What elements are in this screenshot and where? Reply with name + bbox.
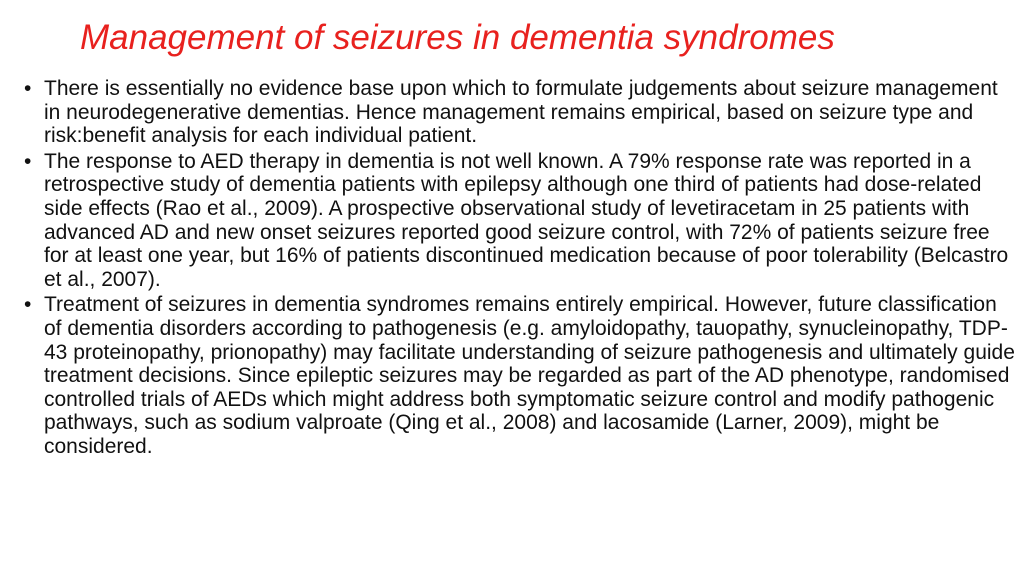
bullet-text: There is essentially no evidence base upon which to formulate judgements about seizure management in neurodegenerative dementias. Hence management remains empirical, based on seizure type and risk:benefit analysis for each individual patient. <box>44 77 998 148</box>
bullet-item-evidence-base <box>22 77 1016 148</box>
bullet-list <box>22 77 1016 461</box>
bullet-dot-icon: • <box>24 293 32 317</box>
bullet-dot-icon: • <box>24 77 32 100</box>
slide-title: Management of seizures in dementia syndromes <box>80 18 835 57</box>
bullet-item-treatment <box>22 293 1016 458</box>
bullet-text: The response to AED therapy in dementia is not well known. A 79% response rate was reported in a retrospective study of dementia patients with epilepsy although one third of patients had dose-related side effects (Rao et al., 2009). A prospective observational study of levetiracetam in 25 patients with advanced AD and new onset seizures reported good seizure control, with 72% of patients seizure free for at least one year, but 16% of patients discontinued medication because of poor tolerability (Belcastro et al., 2007). <box>44 149 1009 291</box>
bullet-dot-icon: • <box>24 149 32 173</box>
bullet-item-aed-response <box>22 150 1016 292</box>
bullet-text: Treatment of seizures in dementia syndromes remains entirely empirical. However, future classification of dementia disorders according to pathogenesis (e.g. amyloidopathy, tauopathy, synucleinopathy, TDP-43 proteinopathy, prionopathy) may facilitate understanding of seizure pathogenesis and ultimately guide treatment decisions. Since epileptic seizures may be regarded as part of the AD phenotype, randomised controlled trials of AEDs which might address both symptomatic seizure control and modify pathogenic pathways, such as sodium valproate (Qing et al., 2008) and lacosamide (Larner, 2009), might be considered. <box>44 293 1015 458</box>
